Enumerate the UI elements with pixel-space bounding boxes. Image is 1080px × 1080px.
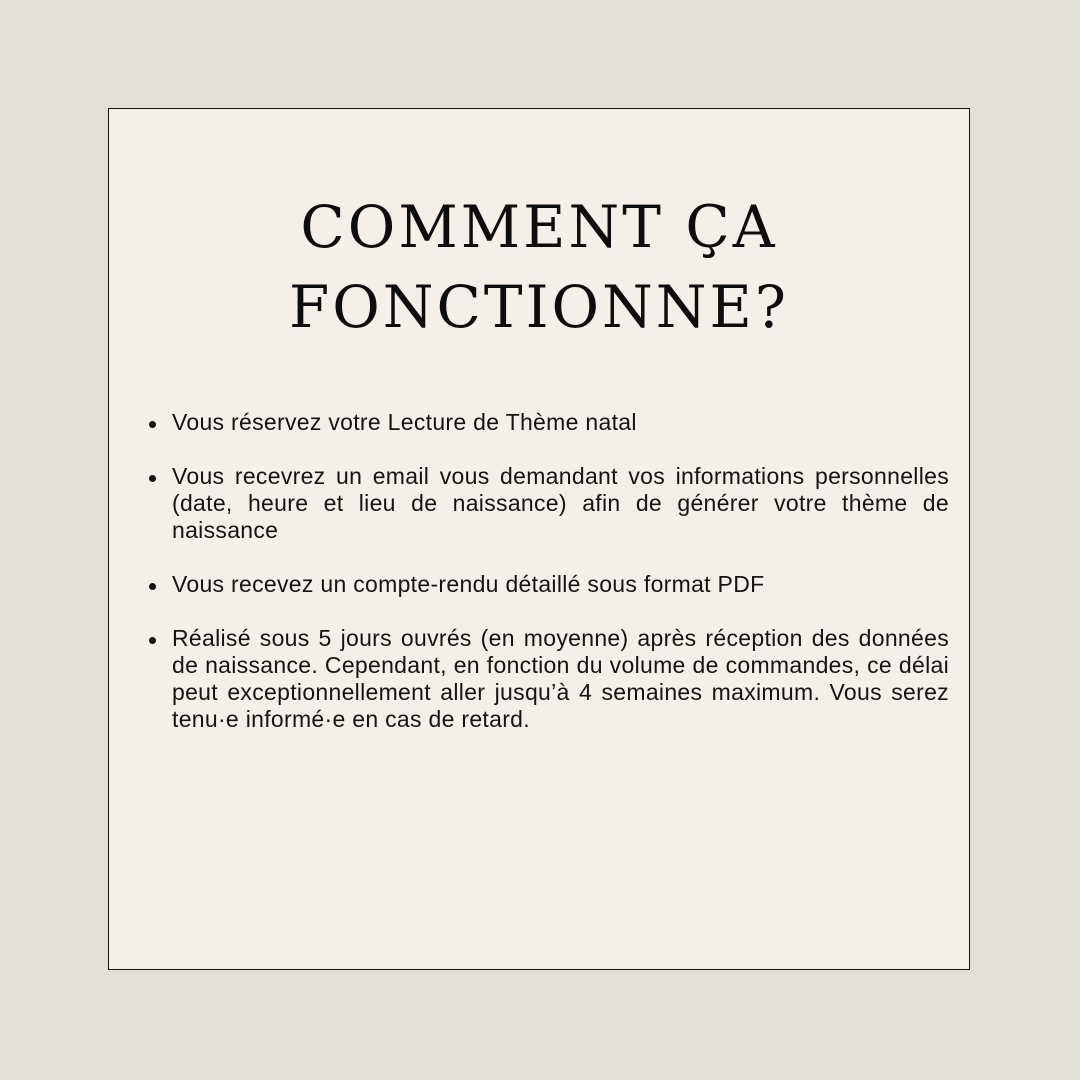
- step-text: Vous recevez un compte-rendu détaillé sous format PDF: [172, 571, 765, 597]
- list-item-delay: [149, 625, 949, 733]
- list-item-booking: [149, 409, 949, 436]
- info-card: [108, 108, 970, 970]
- bullet-icon: [149, 475, 156, 482]
- page-title: [109, 187, 969, 347]
- step-text: Vous recevrez un email vous demandant vos informations personnelles (date, heure et lieu de naissance) afin de générer votre thème de naissance: [172, 463, 949, 543]
- bullet-icon: [149, 637, 156, 644]
- bullet-icon: [149, 583, 156, 590]
- title-line-1: COMMENT ÇA: [300, 193, 778, 261]
- steps-list: [149, 409, 949, 760]
- list-item-email: [149, 463, 949, 544]
- list-item-report: [149, 571, 949, 598]
- step-text: Réalisé sous 5 jours ouvrés (en moyenne) après réception des données de naissance. Cependant, en fonction du volume de commandes, ce délai peut exceptionnellement aller jusqu’à 4 semaines maximum. Vous serez tenu·e informé·e en cas de retard.: [172, 625, 949, 732]
- bullet-icon: [149, 421, 156, 428]
- title-line-2: FONCTIONNE?: [288, 273, 789, 341]
- step-text: Vous réservez votre Lecture de Thème natal: [172, 409, 637, 435]
